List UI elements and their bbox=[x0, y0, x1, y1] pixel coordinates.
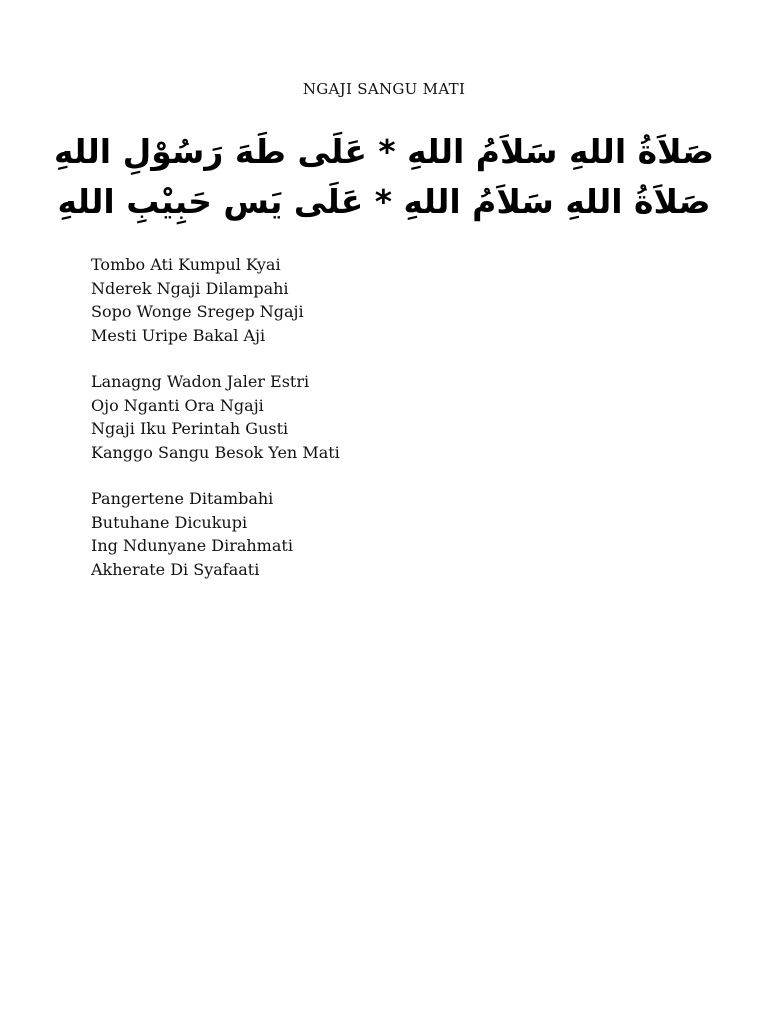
verse-line: Mesti Uripe Bakal Aji bbox=[91, 325, 266, 345]
document-title: NGAJI SANGU MATI bbox=[302, 80, 466, 98]
verse-line: Ngaji Iku Perintah Gusti bbox=[91, 419, 289, 439]
verse-line: Akherate Di Syafaati bbox=[91, 559, 260, 579]
verse-line: Nderek Ngaji Dilampahi bbox=[91, 278, 289, 298]
stanza-1 bbox=[91, 253, 691, 347]
verse-line: Ojo Nganti Ora Ngaji bbox=[91, 395, 264, 415]
verse-line: Ing Ndunyane Dirahmati bbox=[91, 536, 293, 556]
verse-line: Sopo Wonge Sregep Ngaji bbox=[91, 302, 304, 322]
verse-line: Pangertene Ditambahi bbox=[91, 489, 274, 508]
verse-line: Tombo Ati Kumpul Kyai bbox=[91, 255, 281, 274]
verse-line: Kanggo Sangu Besok Yen Mati bbox=[91, 442, 340, 462]
arabic-salawat-line-1: صَلاَةُ اللهِ سَلاَمُ اللهِ * عَلَى طَهَ رَسُوْلِ اللهِ bbox=[53, 132, 715, 171]
verse-line: Butuhane Dicukupi bbox=[91, 512, 248, 532]
stanza-2 bbox=[91, 370, 691, 464]
stanza-3 bbox=[91, 487, 691, 581]
arabic-salawat-line-2: صَلاَةُ اللهِ سَلاَمُ اللهِ * عَلَى يَس حَبِيْبِ اللهِ bbox=[57, 182, 711, 221]
verse-line: Lanagng Wadon Jaler Estri bbox=[91, 372, 310, 391]
